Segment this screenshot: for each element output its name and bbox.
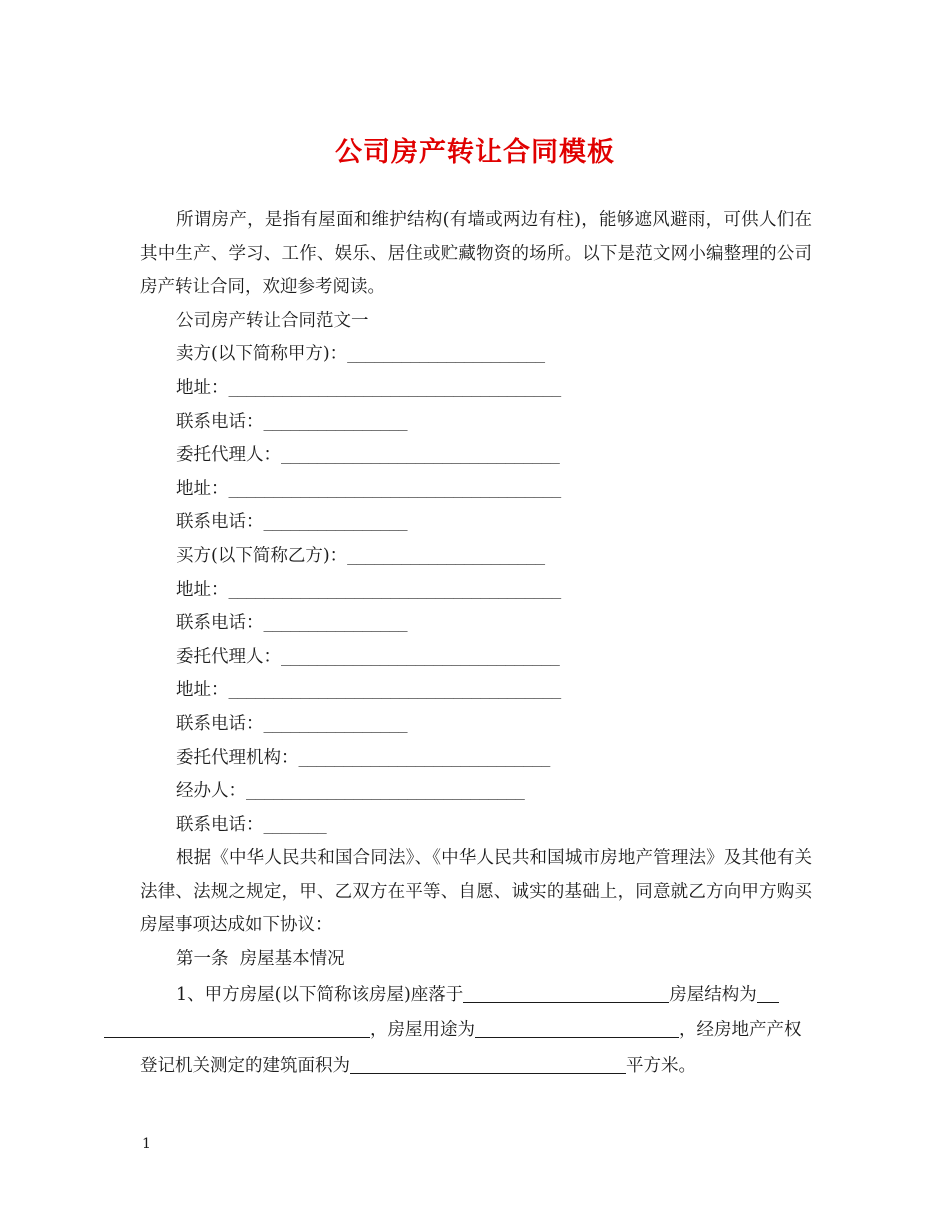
field-line (140, 372, 812, 406)
field-blank: _____________________________________ (228, 479, 561, 498)
structure-blank-b (104, 1015, 370, 1038)
field-line (140, 809, 812, 843)
field-label: 联系电话： (176, 613, 264, 634)
structure-blank-a (757, 980, 779, 1003)
field-blank: ________________ (263, 714, 408, 733)
area-blank (350, 1051, 626, 1074)
field-blank: _____________________________________ (228, 681, 561, 700)
field-blank: _______________________________ (246, 782, 525, 801)
field-label: 委托代理人： (176, 646, 281, 667)
field-label: 地址： (176, 377, 229, 398)
field-label: 委托代理人： (176, 445, 281, 466)
article-1-heading (140, 943, 812, 977)
field-line (140, 338, 812, 372)
field-label: 买方(以下简称乙方)： (176, 545, 348, 566)
field-line (140, 473, 812, 507)
field-line (140, 641, 812, 675)
field-blank: ____________________________ (298, 748, 550, 767)
intro-paragraph: 所谓房产，是指有屋面和维护结构(有墙或两边有柱)，能够遮风避雨，可供人们在其中生产、学习、工作、娱乐、居住或贮藏物资的场所。以下是范文网小编整理的公司房产转让合同，欢迎参考阅读。 (140, 210, 812, 298)
page-number: 1 (142, 1136, 151, 1152)
clause-1-part3: ，房屋用途为 (370, 1020, 475, 1041)
field-label: 地址： (176, 680, 229, 701)
field-line (140, 406, 812, 440)
field-line (140, 439, 812, 473)
clause-1-part2: 房屋结构为 (669, 984, 757, 1005)
field-line (140, 775, 812, 809)
field-label: 委托代理机构： (176, 747, 299, 768)
sample-heading: 公司房产转让合同范文一 (176, 310, 369, 331)
field-label: 经办人： (176, 781, 246, 802)
clause-1-part4: ，经房地产产权登记机关测定的建筑面积为 (140, 1020, 802, 1076)
field-line (140, 708, 812, 742)
clause-1-part1: 1、甲方房屋(以下简称该房屋)座落于 (176, 984, 464, 1005)
field-label: 地址： (176, 478, 229, 499)
field-line (140, 540, 812, 574)
field-blank: ______________________ (347, 546, 545, 565)
clause-1-paragraph (140, 977, 812, 1084)
field-blank: _______________________________ (281, 647, 560, 666)
field-blank: ______________________ (347, 345, 545, 364)
document-title: 公司房产转让合同模板 (335, 137, 615, 168)
field-label: 联系电话： (176, 411, 264, 432)
field-line (140, 742, 812, 776)
article-1-heading-text: 第一条 房屋基本情况 (176, 949, 345, 970)
field-blank: ________________ (263, 412, 408, 431)
field-label: 联系电话： (176, 713, 264, 734)
document-body (140, 204, 812, 1083)
field-label: 地址： (176, 579, 229, 600)
party-fields (140, 338, 812, 842)
field-label: 联系电话： (176, 814, 264, 835)
field-label: 卖方(以下简称甲方)： (176, 344, 348, 365)
field-line (140, 674, 812, 708)
field-blank: _______ (263, 815, 327, 834)
field-blank: ________________ (263, 614, 408, 633)
field-blank: ________________ (263, 513, 408, 532)
field-label: 联系电话： (176, 512, 264, 533)
field-line (140, 574, 812, 608)
field-line (140, 607, 812, 641)
field-line (140, 506, 812, 540)
field-blank: _____________________________________ (228, 580, 561, 599)
field-blank: _______________________________ (281, 446, 560, 465)
clause-1-part5: 平方米。 (626, 1055, 696, 1076)
location-blank (463, 980, 669, 1003)
agreement-paragraph: 根据《中华人民共和国合同法》、《中华人民共和国城市房地产管理法》及其他有关法律、法规之规定，甲、乙双方在平等、自愿、诚实的基础上，同意就乙方向甲方购买房屋事项达成如下协议： (140, 848, 812, 936)
field-blank: _____________________________________ (228, 378, 561, 397)
usage-blank (475, 1015, 679, 1038)
